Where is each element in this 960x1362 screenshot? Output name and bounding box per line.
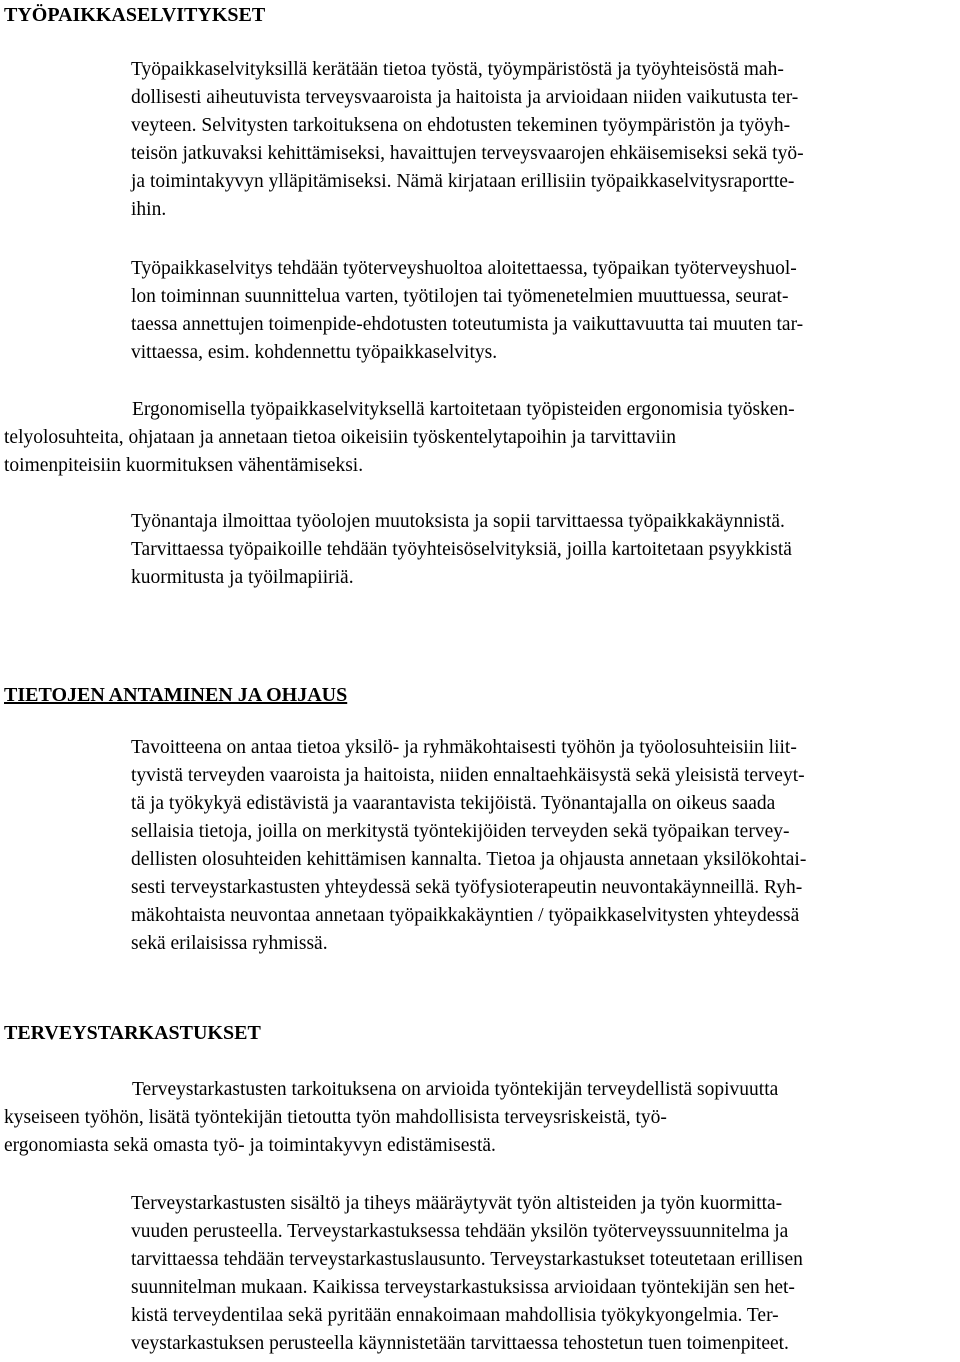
- text-line: toimenpiteisiin kuormituksen vähentämiseksi.: [4, 455, 364, 476]
- section-heading-tietojen-antaminen: TIETOJEN ANTAMINEN JA OHJAUS: [4, 684, 348, 706]
- text-line: sellaisia tietoja, joilla on merkitystä työntekijöiden terveyden sekä työpaikan tervey-: [131, 821, 790, 842]
- text-line: dellisten olosuhteiden kehittämisen kannalta. Tietoa ja ohjausta annetaan yksilökohtai-: [131, 849, 807, 870]
- section-heading-tyopaikkaselvitykset: TYÖPAIKKASELVITYKSET: [4, 4, 266, 26]
- text-line: Terveystarkastusten sisältö ja tiheys määräytyvät työn altisteiden ja työn kuormitta-: [131, 1193, 783, 1214]
- text-line: veyteen. Selvitysten tarkoituksena on ehdotusten tekeminen työympäristön ja työyh-: [131, 115, 791, 136]
- paragraph: [131, 255, 803, 367]
- text-line: tä ja työkykyä edistävistä ja vaarantavista tekijöistä. Työnantajalla on oikeus saada: [131, 793, 776, 814]
- section-heading-terveystarkastukset: TERVEYSTARKASTUKSET: [4, 1022, 261, 1044]
- text-line: lon toiminnan suunnittelua varten, työtilojen tai työmenetelmien muuttuessa, seurat-: [131, 286, 789, 307]
- text-line: dollisesti aiheutuvista terveysvaaroista ja haitoista ja arvioidaan niiden vaikutusta ter-: [131, 87, 799, 108]
- paragraph: [131, 508, 792, 592]
- text-line: kuormitusta ja työilmapiiriä.: [131, 567, 354, 588]
- text-line: telyolosuhteita, ohjataan ja annetaan tietoa oikeisiin työskentelytapoihin ja tarvittaviin: [4, 427, 677, 448]
- text-line: suunnitelman mukaan. Kaikissa terveystarkastuksissa arvioidaan työntekijän sen het-: [131, 1277, 795, 1298]
- text-line: ergonomiasta sekä omasta työ- ja toimintakyvyn edistämisestä.: [4, 1135, 496, 1156]
- text-line: Työpaikkaselvitys tehdään työterveyshuoltoa aloitettaessa, työpaikan työterveyshuol-: [131, 258, 797, 279]
- text-line: Ergonomisella työpaikkaselvityksellä kartoitetaan työpisteiden ergonomisia työsken-: [132, 399, 795, 420]
- paragraph: [131, 56, 804, 224]
- text-line: ja toimintakyvyn ylläpitämiseksi. Nämä kirjataan erillisiin työpaikkaselvitysraportte-: [131, 171, 795, 192]
- text-line: teisön jatkuvaksi kehittämiseksi, havaittujen terveysvaarojen ehkäisemiseksi sekä työ-: [131, 143, 804, 164]
- text-line: vittaessa, esim. kohdennettu työpaikkaselvitys.: [131, 342, 498, 363]
- text-line: Työnantaja ilmoittaa työolojen muutoksista ja sopii tarvittaessa työpaikkakäynnistä.: [131, 511, 785, 532]
- text-line: tarvittaessa tehdään terveystarkastuslausunto. Terveystarkastukset toteutetaan erillisen: [131, 1249, 803, 1270]
- text-line: Tarvittaessa työpaikoille tehdään työyhteisöselvityksiä, joilla kartoitetaan psyykkistä: [131, 539, 792, 560]
- text-line: Terveystarkastusten tarkoituksena on arvioida työntekijän terveydellistä sopivuutta: [132, 1079, 779, 1100]
- text-line: vuuden perusteella. Terveystarkastuksessa tehdään yksilön työterveyssuunnitelma ja: [131, 1221, 789, 1242]
- text-line: tyvistä terveyden vaaroista ja haitoista, niiden ennaltaehkäisystä sekä yleisistä terveyt-: [131, 765, 805, 786]
- text-line: Työpaikkaselvityksillä kerätään tietoa työstä, työympäristöstä ja työyhteisöstä mah-: [131, 59, 784, 80]
- paragraph: [131, 734, 806, 958]
- text-line: Tavoitteena on antaa tietoa yksilö- ja ryhmäkohtaisesti työhön ja työolosuhteisiin liit-: [131, 737, 797, 758]
- text-line: mäkohtaista neuvontaa annetaan työpaikkakäyntien / työpaikkaselvitysten yhteydessä: [131, 905, 800, 926]
- paragraph: [4, 396, 795, 480]
- text-line: sekä erilaisissa ryhmissä.: [131, 933, 328, 954]
- text-line: taessa annettujen toimenpide-ehdotusten toteutumista ja vaikuttavuutta tai muuten tar-: [131, 314, 804, 335]
- paragraph: [131, 1190, 803, 1358]
- text-line: veystarkastuksen perusteella käynnistetään tarvittaessa tehostetun tuen toimenpiteet.: [131, 1333, 789, 1354]
- paragraph: [4, 1076, 778, 1160]
- text-line: kyseiseen työhön, lisätä työntekijän tietoutta työn mahdollisista terveysriskeistä, työ-: [4, 1107, 667, 1128]
- text-line: ihin.: [131, 199, 167, 220]
- text-line: sesti terveystarkastusten yhteydessä sekä työfysioterapeutin neuvontakäynneillä. Ryh-: [131, 877, 803, 898]
- text-line: kistä terveydentilaa sekä pyritään ennakoimaan mahdollisia työkykyongelmia. Ter-: [131, 1305, 779, 1326]
